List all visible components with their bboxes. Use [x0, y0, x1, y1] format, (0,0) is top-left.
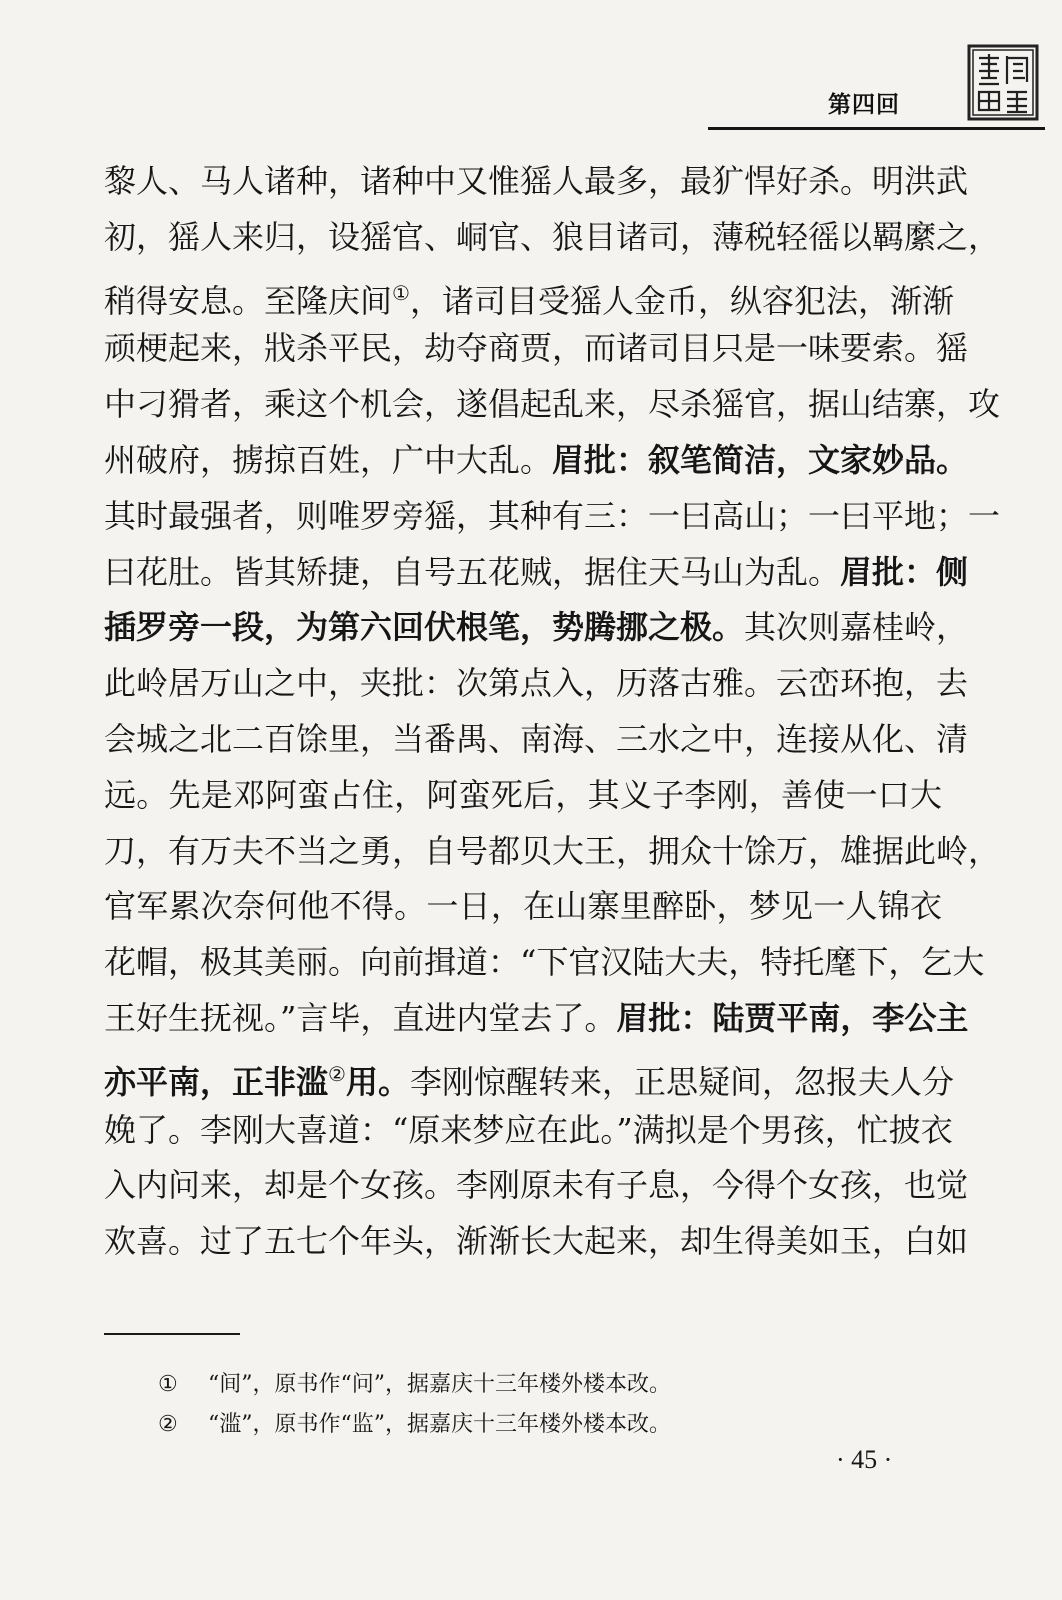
- text-line: [104, 377, 1001, 433]
- text-segment: 初，猺人来归，设猺官、峒官、狼目诸司，薄税轻徭以羁縻之，: [104, 217, 1001, 256]
- margin-comment: 眉批：侧: [840, 552, 969, 591]
- text-line: [104, 266, 954, 322]
- text-segment: 云峦环抱，去: [776, 664, 969, 703]
- text-line: [104, 712, 969, 768]
- text-segment: 入内问来，却是个女孩。李刚原未有子息，今得个女孩，也觉: [104, 1166, 969, 1205]
- margin-comment: 眉批：陆贾平南，李公主: [616, 998, 969, 1037]
- text-line: [104, 433, 969, 489]
- text-line: [104, 768, 942, 824]
- margin-comment: 插罗旁一段，为第六回伏根笔，势腾挪之极。: [104, 608, 745, 647]
- footnote-text: “间”，原书作“问”，据嘉庆十三年楼外楼本改。: [208, 1372, 671, 1397]
- text-line: [104, 991, 969, 1047]
- seal-logo-icon: [967, 44, 1039, 121]
- text-line: [104, 656, 969, 712]
- text-line: [104, 1047, 954, 1103]
- text-segment: 中刁猾者，乘这个机会，遂倡起乱来，尽杀猺官，据山结寨，攻: [104, 385, 1001, 424]
- text-line: [104, 545, 969, 601]
- text-segment: 官军累次奈何他不得。一日，在山寨里醉卧，梦见一人锦衣: [104, 887, 942, 926]
- text-segment: 其次则嘉桂岭，: [744, 608, 969, 647]
- margin-comment: 眉批：叙笔简洁，文家妙品。: [552, 440, 969, 479]
- text-line: [104, 154, 969, 210]
- footnote-mark: ①: [158, 1372, 178, 1397]
- text-segment: 会城之北二百馀里，当番禺、南海、三水之中，连接从化、清: [104, 719, 969, 758]
- text-line: [104, 321, 969, 377]
- body-text: [104, 154, 1001, 1270]
- text-segment: ，诸司目受猺人金币，纵容犯法，渐渐: [409, 281, 954, 320]
- text-segment: 娩了。李刚大喜道：“原来梦应在此。”满拟是个男孩，忙披衣: [104, 1110, 953, 1149]
- text-segment: 此岭居万山之中，: [104, 664, 361, 703]
- text-segment: 李刚惊醒转来，正思疑间，忽报夫人分: [409, 1062, 954, 1101]
- footnotes: [158, 1365, 671, 1445]
- text-segment: 曰花肚。皆其矫捷，自号五花贼，据住天马山为乱。: [104, 552, 841, 591]
- chapter-title: 第四回: [828, 92, 900, 118]
- text-segment: 远。先是邓阿蛮占住，阿蛮死后，其义子李刚，善使一口大: [104, 775, 942, 814]
- footnote-2: [158, 1405, 671, 1445]
- text-segment: 刀，有万夫不当之勇，自号都贝大王，拥众十馀万，雄据此岭，: [104, 831, 1001, 870]
- text-line: [104, 935, 985, 991]
- text-segment: 花帽，极其美丽。向前揖道：“下官汉陆大夫，特托麾下，乞大: [104, 943, 985, 982]
- text-segment: 稍得安息。至隆庆间: [104, 281, 393, 320]
- text-line: [104, 1103, 953, 1159]
- text-segment: 州破府，掳掠百姓，广中大乱。: [104, 440, 553, 479]
- text-line: [104, 1214, 969, 1270]
- text-line: [104, 600, 969, 656]
- footnote-ref: ②: [328, 1061, 346, 1086]
- text-segment: 欢喜。过了五七个年头，渐渐长大起来，却生得美如玉，白如: [104, 1222, 969, 1261]
- text-line: [104, 824, 1001, 880]
- header-rule: [708, 127, 1045, 130]
- text-line: [104, 879, 942, 935]
- text-line: [104, 210, 1001, 266]
- footnote-rule: [104, 1333, 240, 1335]
- text-segment: 黎人、马人诸种，诸种中又惟猺人最多，最犷悍好杀。明洪武: [104, 162, 969, 200]
- text-line: [104, 1158, 969, 1214]
- interlinear-comment: 夹批：次第点入，历落古雅。: [360, 664, 777, 703]
- margin-comment: 亦平南，正非滥: [104, 1062, 329, 1101]
- text-segment: 王好生抚视。”言毕，直进内堂去了。: [104, 998, 617, 1037]
- footnote-1: [158, 1365, 671, 1405]
- footnote-ref: ①: [392, 280, 410, 305]
- text-segment: 顽梗起来，戕杀平民，劫夺商贾，而诸司目只是一味要索。猺: [104, 329, 969, 368]
- text-line: [104, 489, 1001, 545]
- footnote-text: “滥”，原书作“监”，据嘉庆十三年楼外楼本改。: [208, 1412, 671, 1437]
- page-number: · 45 ·: [836, 1445, 893, 1474]
- text-segment: 其时最强者，则唯罗旁猺，其种有三：一曰高山；一曰平地；一: [104, 496, 1001, 535]
- footnote-mark: ②: [158, 1412, 178, 1437]
- margin-comment: 用。: [345, 1062, 410, 1101]
